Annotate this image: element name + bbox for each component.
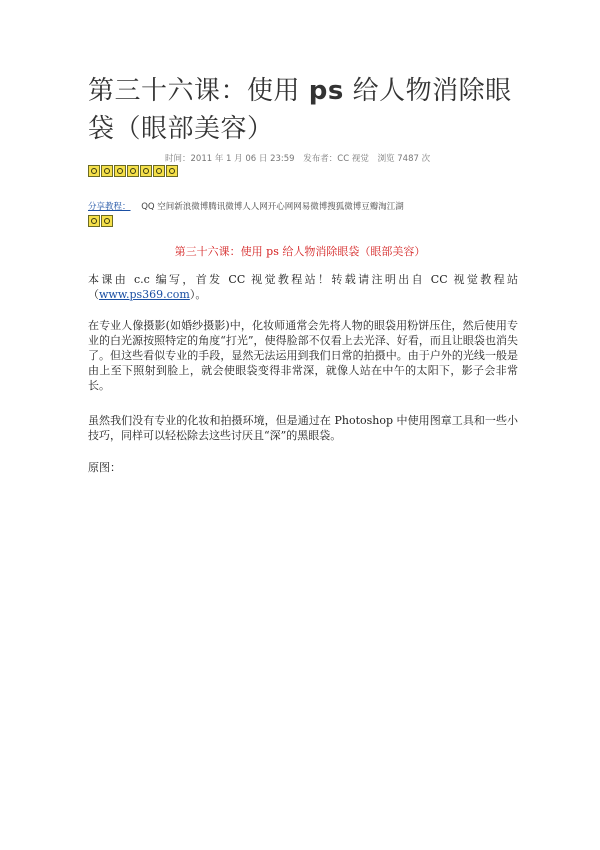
- share-icon-row-1: [88, 165, 178, 177]
- title-text-1: 第三十六课：使用: [88, 76, 309, 106]
- original-image-label: 原图：: [88, 461, 121, 474]
- paragraph-body-2: 虽然我们没有专业的化妆和拍摄环境，但是通过在 Photoshop 中使用图章工具和一些小技巧，同样可以轻松除去这些讨厌且“深”的黑眼袋。: [88, 414, 518, 442]
- share-label-link[interactable]: 分享教程：: [88, 202, 131, 212]
- share-icon[interactable]: [101, 165, 113, 177]
- share-icon[interactable]: [114, 165, 126, 177]
- share-icon[interactable]: [166, 165, 178, 177]
- share-bar: [88, 200, 404, 212]
- publish-time: 时间：2011 年 1 月 06 日 23:59: [165, 154, 295, 164]
- share-icon[interactable]: [101, 215, 113, 227]
- paragraph-intro: [88, 272, 518, 302]
- site-link[interactable]: www.ps369.com: [99, 288, 190, 301]
- title-text-2: 给人物消除眼袋（眼部美容）: [88, 76, 512, 144]
- article-meta: [165, 152, 436, 164]
- share-icon-row-2: [88, 215, 113, 227]
- share-icon[interactable]: [127, 165, 139, 177]
- publisher: 发布者：CC 视觉: [303, 154, 369, 164]
- article-title: [88, 72, 528, 148]
- share-icon[interactable]: [140, 165, 152, 177]
- article-subtitle: 第三十六课：使用 ps 给人物消除眼袋（眼部美容）: [174, 245, 426, 258]
- title-text-ps: ps: [308, 76, 344, 106]
- share-icon[interactable]: [88, 165, 100, 177]
- share-sites[interactable]: QQ 空间新浪微博腾讯微博人人网开心网网易微博搜狐微博豆瓣淘江湖: [141, 202, 404, 212]
- view-count: 浏览 7487 次: [377, 154, 431, 164]
- paragraph-body-1: 在专业人像摄影(如婚纱摄影)中，化妆师通常会先将人物的眼袋用粉饼压住，然后使用专业的白光源按照特定的角度“打光”，使得脸部不仅看上去光泽、好看，而且让眼袋也消失了。但这些看似专业的手段，显然无法运用到我们日常的拍摄中。由于户外的光线一般是由上至下照射到脸上，就会使眼袋变得非常深，就像人站在中午的太阳下，影子会非常长。: [88, 319, 518, 392]
- share-icon[interactable]: [153, 165, 165, 177]
- intro-end: ）。: [189, 288, 207, 301]
- share-icon[interactable]: [88, 215, 100, 227]
- intro-text: 本课由 c.c 编写，首发 CC 视觉教程站！转载请注明出自 CC 视觉教程站（: [88, 273, 518, 301]
